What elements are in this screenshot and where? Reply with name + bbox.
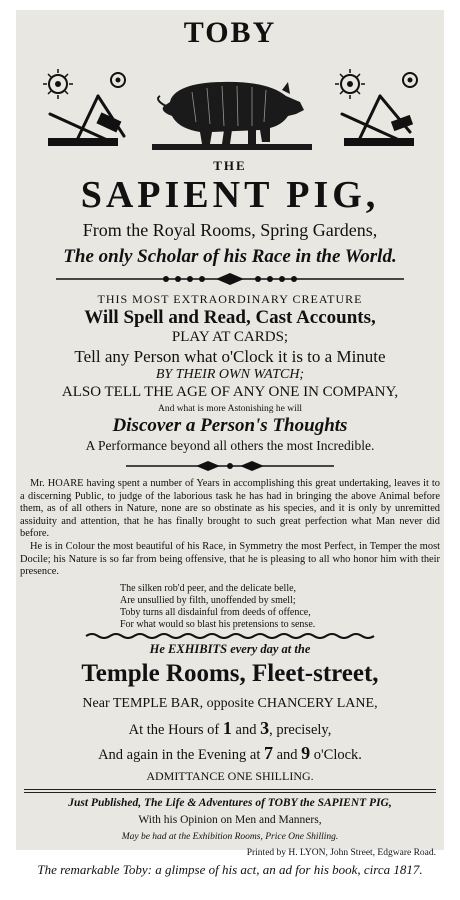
evening-hour-two: 9 <box>301 743 311 763</box>
from-line: From the Royal Rooms, Spring Gardens, <box>82 220 378 240</box>
poem-line: The silken rob'd peer, and the delicate belle, <box>120 583 297 594</box>
published-subtitle: With his Opinion on Men and Manners, <box>138 814 322 826</box>
description-paragraph-2: He is in Colour the most beautiful of his Race, in Symmetry the most Perfect, in Temper the most Docile; his Nature is so far from being offensive, that he is pleasing to all who honor him with their presence. <box>20 540 440 578</box>
sapient-pig-heading: SAPIENT PIG, <box>80 174 380 216</box>
the-heading: THE <box>213 158 247 173</box>
poem-line: Toby turns all disdainful from deeds of offence, <box>120 607 311 618</box>
wave-rule-icon <box>16 632 444 640</box>
poem <box>120 583 315 631</box>
published-price: May be had at the Exhibition Rooms, Price One Shilling. <box>121 832 339 842</box>
claim-extraordinary: THIS MOST EXTRAORDINARY CREATURE <box>97 292 363 306</box>
claim-astonishing: And what is more Astonishing he will <box>157 404 303 414</box>
poster-title: TOBY <box>183 16 277 49</box>
claim-age: ALSO TELL THE AGE OF ANY ONE IN COMPANY, <box>61 384 399 400</box>
admittance-line: ADMITTANCE ONE SHILLING. <box>146 769 314 783</box>
fleuron-ornament-icon <box>16 272 444 286</box>
evening-and: and <box>272 747 302 763</box>
hour-one: 1 <box>222 718 232 738</box>
evening-hour-one: 7 <box>263 743 273 763</box>
claim-clock: Tell any Person what o'Clock it is to a Minute <box>74 347 386 366</box>
hours-and: and <box>231 722 261 738</box>
hours-suffix: , precisely, <box>269 722 332 738</box>
published-title: Just Published, The Life & Adventures of TOBY the SAPIENT PIG, <box>68 797 392 809</box>
venue-heading: Temple Rooms, Fleet-street, <box>81 660 379 687</box>
poster-sheet <box>16 10 444 858</box>
poem-line: Are unsullied by filth, unoffended by smell; <box>120 595 296 606</box>
hour-two: 3 <box>260 718 270 738</box>
printer-credit: Printed by H. LYON, John Street, Edgware Road. <box>246 848 436 858</box>
fleuron-ornament-icon-2 <box>16 460 444 472</box>
description-paragraph-1: Mr. HOARE having spent a number of Years in accomplishing this great undertaking, leaves it to a discerning Public, to judge of the laborious task he has had in bringing the above Animal before them, as of all others in Nature, none are so obstinate as his species, and it is only by unremitted assiduity and attention, that he has finally brought to such great perfection what Man never did before. <box>20 478 440 540</box>
hours-line <box>16 718 444 739</box>
divider-rule <box>24 789 436 790</box>
poem-line: For what would so blast his pretensions to sense. <box>120 619 316 630</box>
evening-prefix: And again in the Evening at <box>98 747 264 763</box>
evening-suffix: o'Clock. <box>310 747 362 763</box>
pig-woodcut-icon <box>152 72 312 152</box>
hours-prefix: At the Hours of <box>128 722 223 738</box>
divider-rule-thin <box>24 792 436 793</box>
claim-watch: BY THEIR OWN WATCH; <box>155 367 305 382</box>
image-caption: The remarkable Toby: a glimpse of his act, an ad for his book, circa 1817. <box>37 862 423 877</box>
evening-line <box>16 743 444 764</box>
claim-thoughts: Discover a Person's Thoughts <box>112 415 348 436</box>
claim-incredible: A Performance beyond all others the most Incredible. <box>85 438 375 453</box>
claim-spell-read: Will Spell and Read, Cast Accounts, <box>84 307 376 328</box>
right-emblem-icon <box>330 66 425 151</box>
near-line: Near TEMPLE BAR, opposite CHANCERY LANE, <box>82 696 378 711</box>
scholar-line: The only Scholar of his Race in the World. <box>63 246 397 267</box>
left-emblem-icon <box>38 66 133 151</box>
claim-cards: PLAY AT CARDS; <box>171 329 289 345</box>
exhibits-line: He EXHIBITS every day at the <box>149 642 311 656</box>
description-paragraphs <box>20 478 440 579</box>
